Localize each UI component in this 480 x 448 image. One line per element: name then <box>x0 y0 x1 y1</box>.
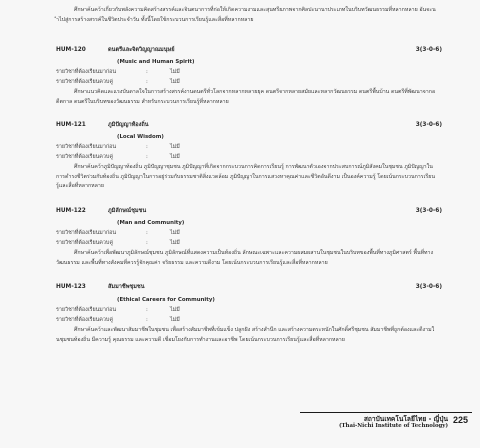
corequisite-value: ไม่มี <box>170 154 180 160</box>
course-title-en: (Local Wisdom) <box>117 134 164 140</box>
prerequisite-value: ไม่มี <box>170 307 180 313</box>
course-title-th: ภูมิปัญญาท้องถิ่น <box>108 122 149 128</box>
prerequisite-label: รายวิชาที่ต้องเรียนมาก่อน <box>56 230 117 236</box>
institute-name-th: สถาบันเทคโนโลยีไทย - ญี่ปุ่น <box>363 415 448 423</box>
intro-paragraph: ศึกษาค้นคว้าเกี่ยวกับพลังความคิดสร้างสรรค์และจินตนาการที่ก่อให้เกิดความงามและสุนทรียภาพจากศิลปะนานาประเภทในบริบทวัฒนธรรมที่หลากหลาย อันจะนำไปสู่การสร้างสรรค์ในชีวิตประจำวัน ทั้งนี้โดยใช้กระบวนการเรียนรู้และสื่อที่หลากหลาย <box>56 7 436 23</box>
colon: : <box>146 317 148 323</box>
colon: : <box>146 240 148 246</box>
prerequisite-label: รายวิชาที่ต้องเรียนมาก่อน <box>56 144 117 150</box>
prerequisite-value: ไม่มี <box>170 69 180 75</box>
course-description: ศึกษาแนวคิดและแรงบันดาลใจในการสร้างสรรค์งานดนตรีทั่วโลกจากหลากหลายยุค ดนตรีจากหลายสมัยและหลากวัฒนธรรม ดนตรีพื้นบ้าน ดนตรีที่พัฒนาจากอดีตกาล ดนตรีในบริบทของวัฒนธรรม สำหรับกระบวนการเรียนรู้ที่หลากหลาย <box>56 89 436 105</box>
course-description: ศึกษาค้นคว้าเพื่อพัฒนาภูมิลักษณ์ชุมชน ภูมิลักษณ์ที่แสดงความเป็นท้องถิ่น ลักษณะเฉพาะและความผสมผสานในชุมชนในบริบทของพื้นที่ทางภูมิศาสตร์ พื้นที่ทางวัฒนธรรม และพื้นที่ทางสังคมที่ควรรู้จักคุณค่า จริยธรรม และความดีงาม โดยเน้นกระบวนการเรียนรู้และสื่อที่หลากหลาย <box>56 250 434 266</box>
course-title-th: ภูมิลักษณ์ชุมชน <box>108 208 147 214</box>
course-code: HUM-123 <box>56 284 86 290</box>
colon: : <box>146 79 148 85</box>
prerequisite-label: รายวิชาที่ต้องเรียนมาก่อน <box>56 307 117 313</box>
course-credit: 3(3-0-6) <box>415 47 442 53</box>
course-credit: 3(3-0-6) <box>415 208 442 214</box>
corequisite-value: ไม่มี <box>170 317 180 323</box>
course-credit: 3(3-0-6) <box>415 122 442 128</box>
prerequisite-label: รายวิชาที่ต้องเรียนมาก่อน <box>56 69 117 75</box>
corequisite-value: ไม่มี <box>170 79 180 85</box>
course-credit: 3(3-0-6) <box>415 284 442 290</box>
corequisite-label: รายวิชาที่ต้องเรียนควบคู่ <box>56 240 113 246</box>
course-code: HUM-122 <box>56 208 86 214</box>
course-title-en: (Man and Community) <box>117 220 185 226</box>
course-title-en: (Ethical Careers for Community) <box>117 297 215 303</box>
page-number: 225 <box>453 415 469 425</box>
corequisite-label: รายวิชาที่ต้องเรียนควบคู่ <box>56 154 113 160</box>
prerequisite-value: ไม่มี <box>170 144 180 150</box>
corequisite-value: ไม่มี <box>170 240 180 246</box>
colon: : <box>146 154 148 160</box>
course-title-en: (Music and Human Spirit) <box>117 59 195 65</box>
corequisite-label: รายวิชาที่ต้องเรียนควบคู่ <box>56 79 113 85</box>
colon: : <box>146 144 148 150</box>
colon: : <box>146 230 148 236</box>
course-title-th: สัมมาชีพชุมชน <box>108 284 145 290</box>
course-title-th: ดนตรีและจิตวิญญาณมนุษย์ <box>108 47 175 53</box>
prerequisite-value: ไม่มี <box>170 230 180 236</box>
corequisite-label: รายวิชาที่ต้องเรียนควบคู่ <box>56 317 113 323</box>
colon: : <box>146 69 148 75</box>
institute-name-en: (Thai-Nichi Institute of Technology) <box>338 423 448 429</box>
course-code: HUM-121 <box>56 122 86 128</box>
course-description: ศึกษาค้นคว้าและพัฒนาสัมมาชีพในชุมชน เพื่อสร้างสัมมาชีพที่เข้มแข็ง ปลูกฝัง สร้างสำนึก และสร้างความตระหนักในศักดิ์ศรีชุมชน สัมมาชีพที่ถูกต้องและดีงามในชุมชนท้องถิ่น มีความรู้ คุณธรรม และความดี เชื่อมโยงกับการทำงานและอาชีพ โดยเน้นกระบวนการเรียนรู้และสื่อที่หลากหลาย <box>56 327 435 343</box>
course-code: HUM-120 <box>56 47 86 53</box>
course-description: ศึกษาค้นคว้าภูมิปัญญาท้องถิ่น ภูมิปัญญาชุมชน ภูมิปัญญาที่เกิดจากกระบวนการคิดการเรียนรู้ การพัฒนาตัวเองจากประสบการณ์ภูมิสังคมในชุมชน ภูมิปัญญาในการดำรงชีวิตร่วมกับท้องถิ่น ภูมิปัญญาในการอยู่ร่วมกับธรรมชาติสิ่งแวดล้อม ภูมิปัญญาในการแสวงหาคุณค่าและชีวิตอันดีงาม เป็นองค์ความรู้ โดยเน้นกระบวนการเรียนรู้และสื่อที่หลากหลาย <box>56 164 435 190</box>
colon: : <box>146 307 148 313</box>
